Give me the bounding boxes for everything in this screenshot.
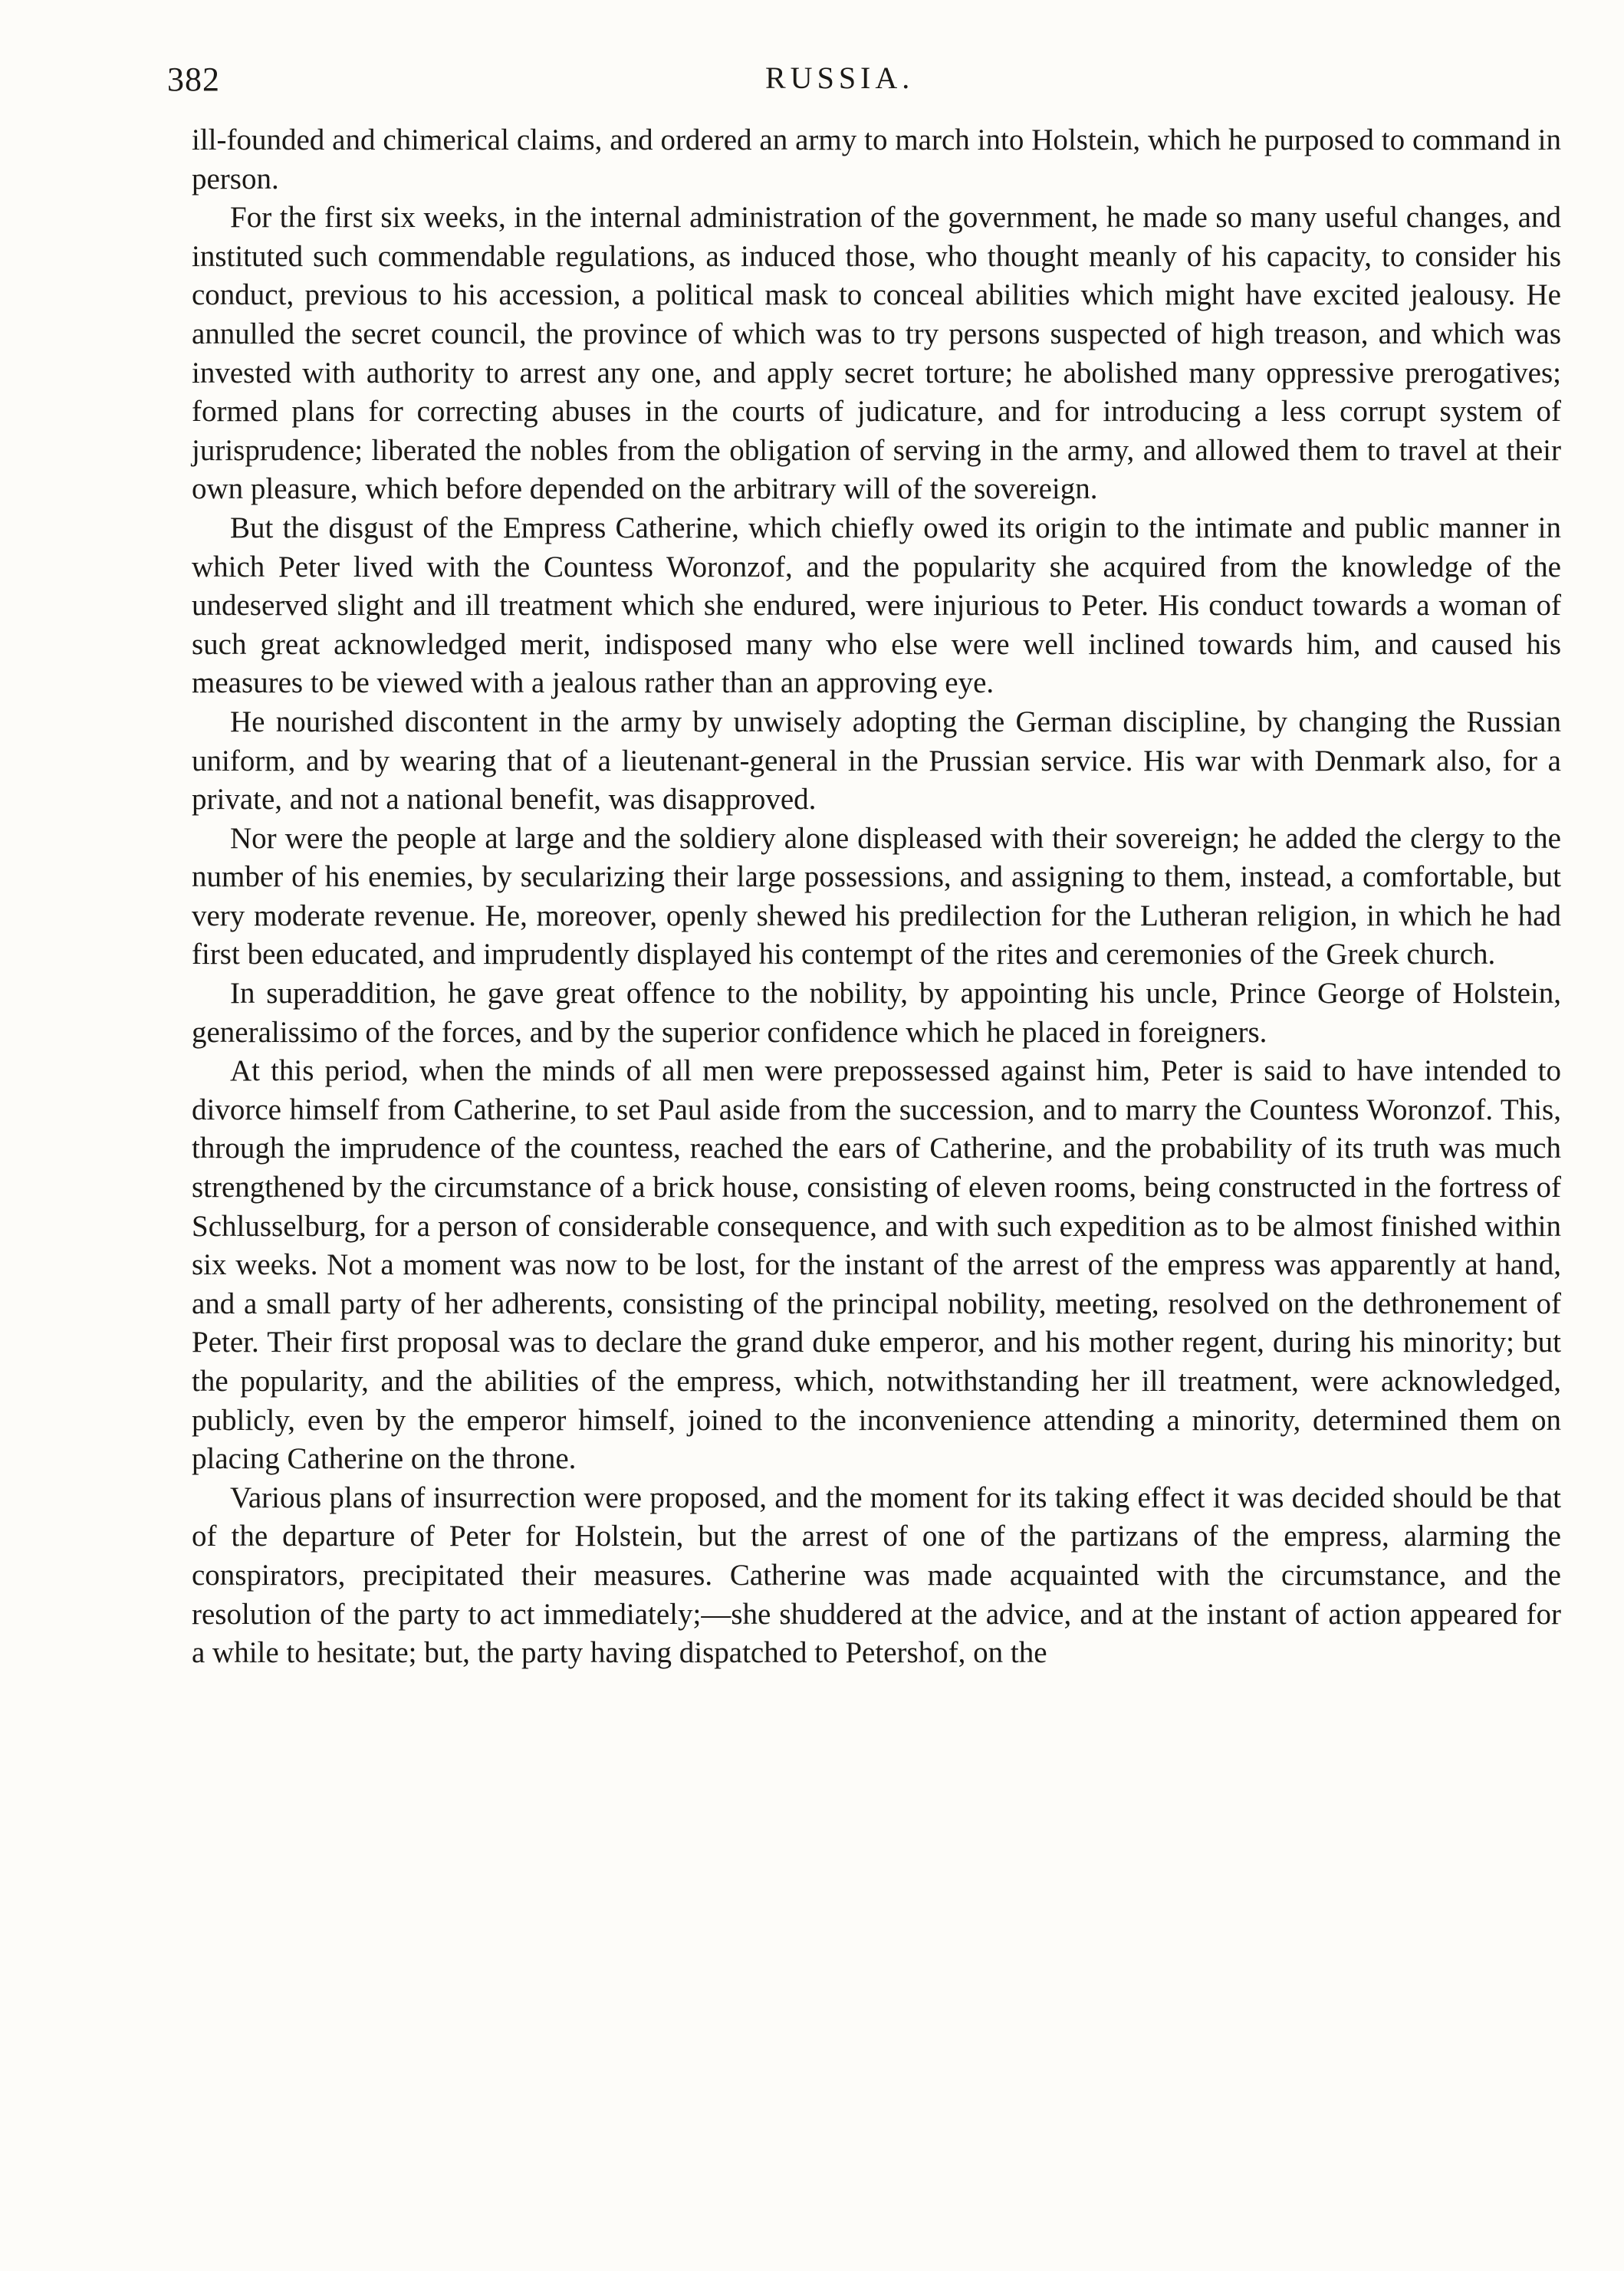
- running-head: [167, 60, 1563, 113]
- paragraph-continued: ill-founded and chimerical claims, and ordered an army to march into Holstein, which he purposed to command in person.: [192, 123, 1561, 196]
- paragraph: Nor were the people at large and the soldiery alone displeased with their sovereign; he added the clergy to the number of his enemies, by secularizing their large possessions, and assigning to them, instead, a comfortable, but very moderate revenue. He, moreover, openly shewed his predilection for the Lutheran religion, in which he had first been educated, and imprudently displayed his contempt of the rites and ceremonies of the Greek church.: [192, 821, 1561, 971]
- running-title: RUSSIA.: [765, 61, 915, 95]
- paragraph: But the disgust of the Empress Catherine, which chiefly owed its origin to the intimate and public manner in which Peter lived with the Countess Woronzof, and the popularity she acquired from the knowledge of the undeserved slight and ill treatment which she endured, were injurious to Peter. His conduct towards a woman of such great acknowledged merit, indisposed many who else were well inclined towards him, and caused his measures to be viewed with a jealous rather than an approving eye.: [192, 511, 1561, 700]
- paragraph: Various plans of insurrection were proposed, and the moment for its taking effect it was decided should be that of the departure of Peter for Holstein, but the arrest of one of the partizans of the empress, alarming the conspirators, precipitated their measures. Catherine was made acquainted with the circumstance, and the resolution of the party to act immediately;—she shuddered at the advice, and at the instant of action appeared for a while to hesitate; but, the party having dispatched to Petershof, on the: [192, 1481, 1561, 1670]
- paragraph: For the first six weeks, in the internal administration of the government, he made so many useful changes, and instituted such commendable regulations, as induced those, who thought meanly of his capacity, to consider his conduct, previous to his accession, a political mask to conceal abilities which might have excited jealousy. He annulled the secret council, the province of which was to try persons suspected of high treason, and which was invested with authority to arrest any one, and apply secret torture; he abolished many oppressive prerogatives; formed plans for correcting abuses in the courts of judicature, and for introducing a less corrupt system of jurisprudence; liberated the nobles from the obligation of serving in the army, and allowed them to travel at their own pleasure, which before depended on the arbitrary will of the sovereign.: [192, 201, 1561, 506]
- page-number: 382: [167, 61, 220, 98]
- paragraph: At this period, when the minds of all men were prepossessed against him, Peter is said to have intended to divorce himself from Catherine, to set Paul aside from the succession, and to marry the Countess Woronzof. This, through the imprudence of the countess, reached the ears of Catherine, and the probability of its truth was much strengthened by the circumstance of a brick house, consisting of eleven rooms, being constructed in the fortress of Schlusselburg, for a person of considerable consequence, and with such expedition as to be almost finished within six weeks. Not a moment was now to be lost, for the instant of the arrest of the empress was apparently at hand, and a small party of her adherents, consisting of the principal nobility, meeting, resolved on the dethronement of Peter. Their first proposal was to declare the grand duke emperor, and his mother regent, during his minority; but the popularity, and the abilities of the empress, which, notwithstanding her ill treatment, were acknowledged, publicly, even by the emperor himself, joined to the inconvenience attending a minority, determined them on placing Catherine on the throne.: [192, 1054, 1561, 1476]
- paragraph: In superaddition, he gave great offence to the nobility, by appointing his uncle, Prince George of Holstein, generalissimo of the forces, and by the superior confidence which he placed in foreigners.: [192, 977, 1561, 1049]
- body-text: [192, 121, 1561, 1673]
- paragraph: He nourished discontent in the army by unwisely adopting the German discipline, by changing the Russian uniform, and by wearing that of a lieutenant-general in the Prussian service. His war with Denmark also, for a private, and not a national benefit, was disapproved.: [192, 705, 1561, 817]
